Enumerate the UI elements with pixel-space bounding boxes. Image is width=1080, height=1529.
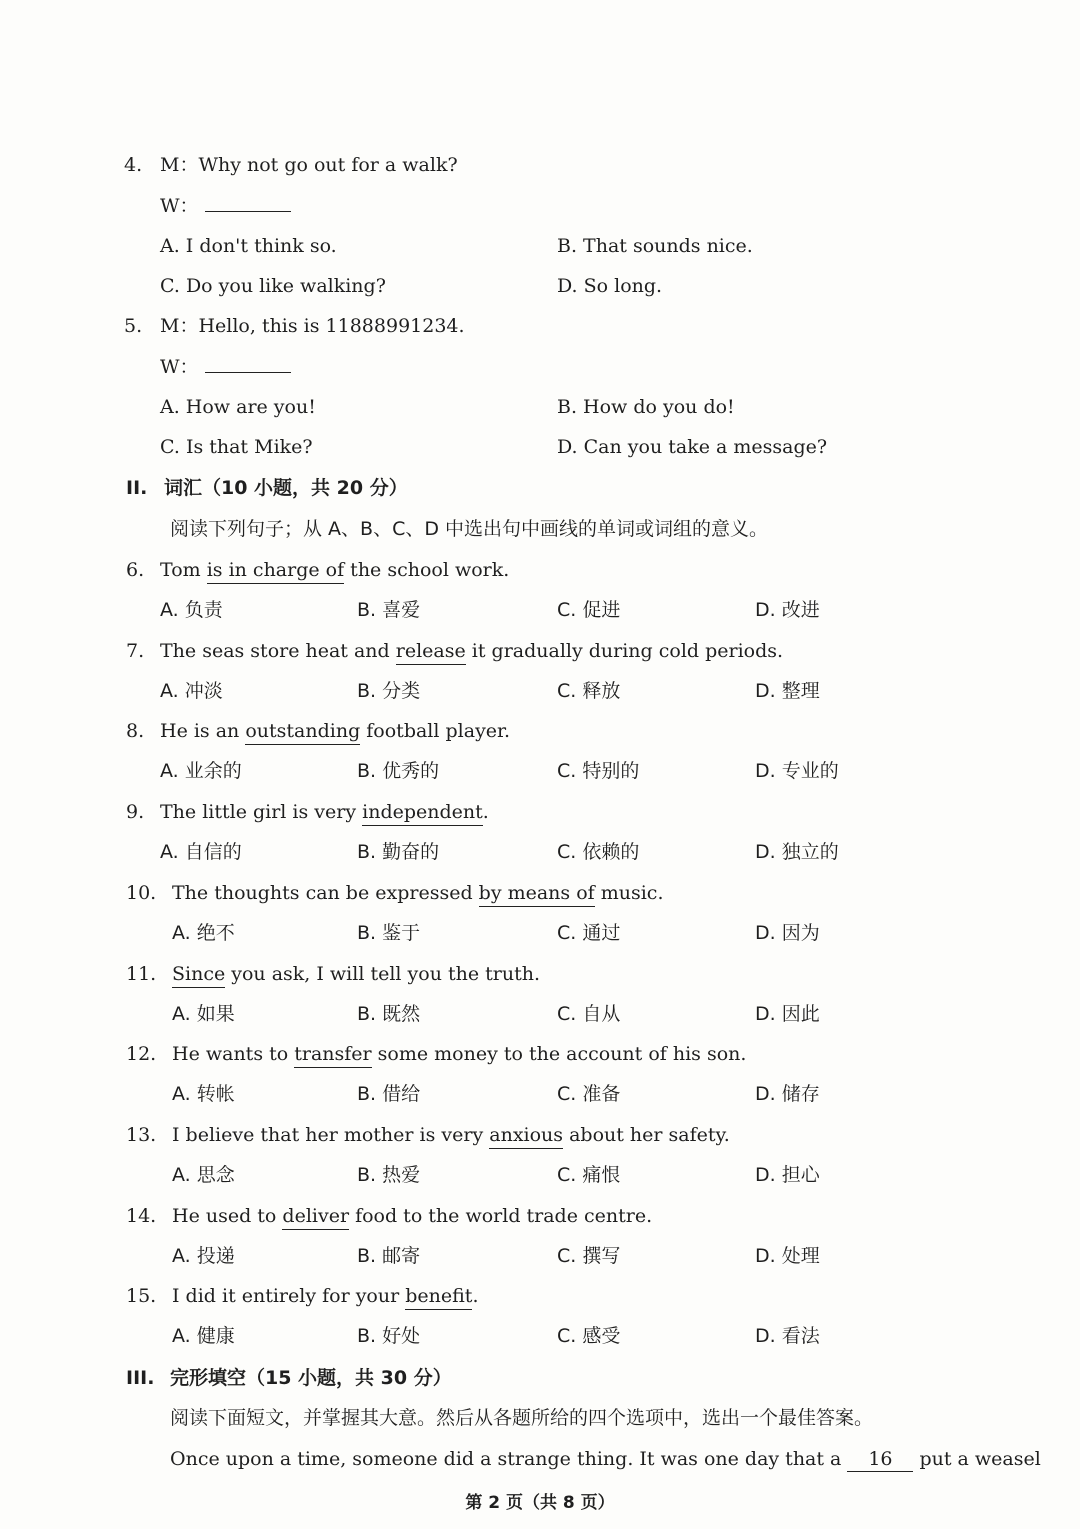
- section-2-heading: [0, 471, 1080, 505]
- question-number: 5.: [124, 315, 143, 337]
- question-sentence: He used to deliver food to the world trade centre.: [172, 1199, 652, 1233]
- section-3-instruction: [0, 1401, 1080, 1435]
- underlined-term: anxious: [489, 1122, 563, 1149]
- option-c: C. 特别的: [557, 760, 640, 782]
- option-c: C. 感受: [557, 1325, 621, 1347]
- question-number: 6.: [126, 559, 145, 581]
- question-number: 15.: [126, 1285, 157, 1307]
- options-row: [0, 1077, 1080, 1111]
- option-c: C. 通过: [557, 922, 621, 944]
- option-c: C. 痛恨: [557, 1164, 621, 1186]
- question-4: [0, 148, 1080, 182]
- question-12: [0, 1037, 1080, 1071]
- option-a: A. 健康: [172, 1325, 235, 1347]
- instruction-text: 阅读下列句子；从 A、B、C、D 中选出句中画线的单词或词组的意义。: [170, 518, 769, 540]
- option-a: A. How are you!: [160, 396, 316, 418]
- option-b: B. 好处: [357, 1325, 421, 1347]
- options-row: [0, 754, 1080, 788]
- option-c: C. 促进: [557, 599, 621, 621]
- instruction-text: 阅读下面短文，并掌握其大意。然后从各题所给的四个选项中，选出一个最佳答案。: [170, 1407, 874, 1429]
- options-row: [0, 593, 1080, 627]
- section-2-instruction: [0, 512, 1080, 546]
- passage-line: [0, 1442, 1080, 1476]
- option-d: D. 改进: [755, 599, 820, 621]
- option-b: B. 优秀的: [357, 760, 440, 782]
- options-row: [0, 916, 1080, 950]
- option-c: C. 自从: [557, 1003, 621, 1025]
- options-row: [0, 674, 1080, 708]
- option-d: D. 独立的: [755, 841, 839, 863]
- option-a: A. 冲淡: [160, 680, 223, 702]
- question-sentence: He wants to transfer some money to the account of his son.: [172, 1037, 746, 1071]
- question-sentence: Tom is in charge of the school work.: [160, 553, 509, 587]
- option-d: D. 因为: [755, 922, 820, 944]
- option-d: D. 担心: [755, 1164, 820, 1186]
- underlined-term: is in charge of: [207, 557, 344, 584]
- options-row: [0, 835, 1080, 869]
- page-footer: 第 2 页（共 8 页）: [465, 1493, 615, 1513]
- question-8: [0, 714, 1080, 748]
- section-number: III.: [126, 1367, 155, 1389]
- option-a: A. 思念: [172, 1164, 235, 1186]
- question-number: 4.: [124, 154, 143, 176]
- option-d: D. 储存: [755, 1083, 820, 1105]
- option-b: B. 借给: [357, 1083, 421, 1105]
- question-prompt: M：Hello, this is 11888991234.: [160, 315, 465, 337]
- question-14: [0, 1199, 1080, 1233]
- option-a: A. 业余的: [160, 760, 242, 782]
- question-10: [0, 876, 1080, 910]
- options-row: [0, 1158, 1080, 1192]
- option-c: C. 准备: [557, 1083, 621, 1105]
- option-a: A. 绝不: [172, 922, 235, 944]
- option-b: B. How do you do!: [557, 396, 735, 418]
- underlined-term: release: [396, 638, 466, 665]
- question-number: 9.: [126, 801, 145, 823]
- option-a: A. 如果: [172, 1003, 235, 1025]
- option-a: A. 投递: [172, 1245, 235, 1267]
- question-13: [0, 1118, 1080, 1152]
- option-a: A. 自信的: [160, 841, 242, 863]
- underlined-term: benefit: [405, 1283, 472, 1310]
- options-row: [0, 1319, 1080, 1353]
- options-row: [0, 430, 1080, 464]
- question-sentence: The thoughts can be expressed by means of music.: [172, 876, 664, 910]
- question-6: [0, 553, 1080, 587]
- options-row: [0, 269, 1080, 303]
- cloze-blank-16: 16: [847, 1447, 913, 1472]
- question-number: 14.: [126, 1205, 157, 1227]
- option-b: B. That sounds nice.: [557, 235, 753, 257]
- question-5-reply: [0, 350, 1080, 384]
- option-d: D. 处理: [755, 1245, 820, 1267]
- option-b: B. 勤奋的: [357, 841, 440, 863]
- question-11: [0, 957, 1080, 991]
- question-15: [0, 1279, 1080, 1313]
- question-number: 11.: [126, 963, 157, 985]
- option-a: A. 转帐: [172, 1083, 235, 1105]
- underlined-term: deliver: [282, 1203, 349, 1230]
- option-b: B. 鉴于: [357, 922, 421, 944]
- section-title: 词汇（10 小题，共 20 分）: [164, 477, 408, 499]
- question-sentence: The seas store heat and release it gradually during cold periods.: [160, 634, 783, 668]
- section-3-heading: [0, 1361, 1080, 1395]
- question-4-reply: [0, 189, 1080, 223]
- answer-blank: [205, 352, 291, 373]
- option-d: D. So long.: [557, 275, 663, 297]
- question-number: 13.: [126, 1124, 157, 1146]
- question-prompt: M：Why not go out for a walk?: [160, 154, 458, 176]
- question-number: 12.: [126, 1043, 157, 1065]
- underlined-term: Since: [172, 961, 225, 988]
- options-row: [0, 1239, 1080, 1273]
- reply-label: W：: [160, 350, 291, 384]
- underlined-term: independent: [362, 799, 483, 826]
- option-a: A. I don't think so.: [160, 235, 337, 257]
- passage-text: Once upon a time, someone did a strange thing. It was one day that a 16 put a weasel: [170, 1448, 1041, 1470]
- options-row: [0, 390, 1080, 424]
- option-d: D. 专业的: [755, 760, 839, 782]
- question-sentence: The little girl is very independent.: [160, 795, 489, 829]
- section-number: II.: [126, 477, 148, 499]
- question-sentence: He is an outstanding football player.: [160, 714, 510, 748]
- question-9: [0, 795, 1080, 829]
- option-c: C. Do you like walking?: [160, 275, 386, 297]
- option-c: C. 释放: [557, 680, 621, 702]
- option-d: D. 看法: [755, 1325, 820, 1347]
- option-c: C. 依赖的: [557, 841, 640, 863]
- reply-label: W：: [160, 189, 291, 223]
- question-sentence: Since you ask, I will tell you the truth.: [172, 957, 540, 991]
- option-d: D. 整理: [755, 680, 820, 702]
- option-b: B. 分类: [357, 680, 421, 702]
- option-b: B. 邮寄: [357, 1245, 421, 1267]
- underlined-term: outstanding: [245, 718, 360, 745]
- underlined-term: transfer: [294, 1041, 371, 1068]
- underlined-term: by means of: [479, 880, 595, 907]
- options-row: [0, 229, 1080, 263]
- question-7: [0, 634, 1080, 668]
- option-c: C. 撰写: [557, 1245, 621, 1267]
- question-5: [0, 309, 1080, 343]
- option-b: B. 喜爱: [357, 599, 421, 621]
- option-b: B. 热爱: [357, 1164, 421, 1186]
- option-a: A. 负责: [160, 599, 223, 621]
- option-b: B. 既然: [357, 1003, 421, 1025]
- question-number: 10.: [126, 882, 157, 904]
- answer-blank: [205, 191, 291, 212]
- options-row: [0, 997, 1080, 1031]
- question-sentence: I believe that her mother is very anxious about her safety.: [172, 1118, 730, 1152]
- question-number: 7.: [126, 640, 145, 662]
- question-number: 8.: [126, 720, 145, 742]
- option-d: D. 因此: [755, 1003, 820, 1025]
- question-sentence: I did it entirely for your benefit.: [172, 1279, 478, 1313]
- option-c: C. Is that Mike?: [160, 436, 313, 458]
- section-title: 完形填空（15 小题，共 30 分）: [170, 1367, 452, 1389]
- option-d: D. Can you take a message?: [557, 436, 828, 458]
